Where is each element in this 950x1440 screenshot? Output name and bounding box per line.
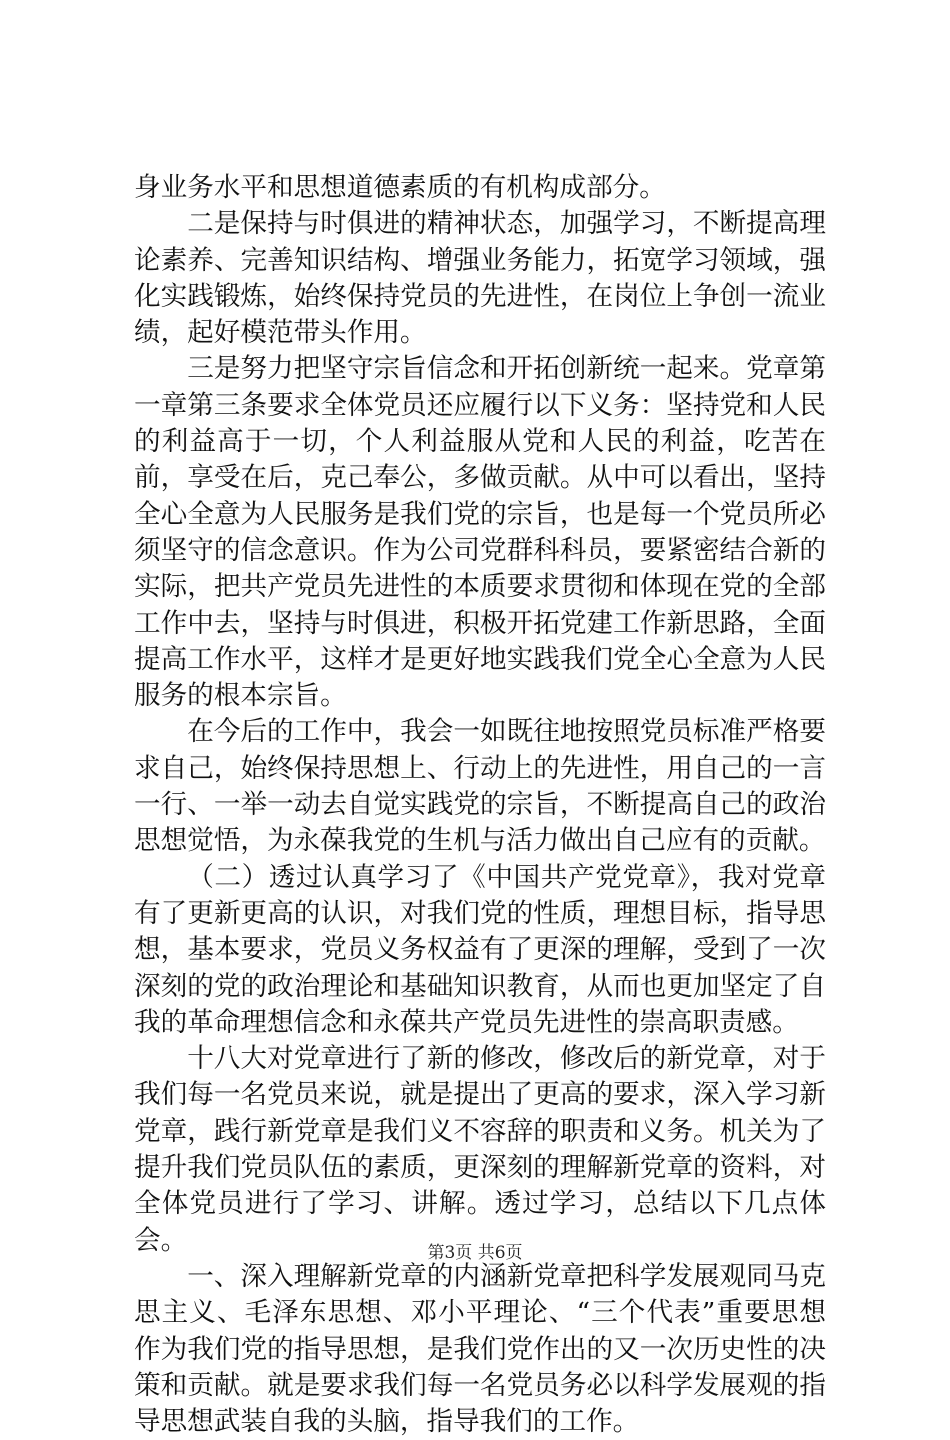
paragraph-continuation: 身业务水平和思想道德素质的有机构成部分。 (134, 172, 666, 203)
page-footer: 第3页 共6页 (427, 1243, 523, 1263)
paragraph-eighteenth-congress: 十八大对党章进行了新的修改，修改后的新党章，对于我们每一名党员来说，就是提出了更高的要求，深入学习新党章，践行新党章是我们义不容辞的职责和义务。机关为了提升我们党员队伍的素质，更深刻的理解新党章的资料，对全体党员进行了学习、讲解。透过学习，总结以下几点体会。 (134, 1043, 826, 1256)
paragraph-section-two: （二）透过认真学习了《中国共产党党章》，我对党章有了更新更高的认识，对我们党的性质，理想目标，指导思想，基本要求，党员义务权益有了更深的理解，受到了一次深刻的党的政治理论和基础知识教育，从而也更加坚定了自我的革命理想信念和永葆共产党员先进性的崇高职责感。 (134, 861, 826, 1038)
paragraph-point-three: 三是努力把坚守宗旨信念和开拓创新统一起来。党章第一章第三条要求全体党员还应履行以下义务：坚持党和人民的利益高于一切，个人利益服从党和人民的利益，吃苦在前，享受在后，克己奉公，多做贡献。从中可以看出，坚持全心全意为人民服务是我们党的宗旨，也是每一个党员所必须坚守的信念意识。作为公司党群科科员，要紧密结合新的实际，把共产党员先进性的本质要求贯彻和体现在党的全部工作中去，坚持与时俱进，积极开拓党建工作新思路，全面提高工作水平，这样才是更好地实践我们党全心全意为人民服务的根本宗旨。 (134, 353, 826, 712)
paragraph-point-two: 二是保持与时俱进的精神状态，加强学习，不断提高理论素养、完善知识结构、增强业务能力，拓宽学习领域，强化实践锻炼，始终保持党员的先进性，在岗位上争创一流业绩，起好模范带头作用。 (134, 208, 826, 349)
paragraph-point-one-new-charter: 一、深入理解新党章的内涵新党章把科学发展观同马克思主义、毛泽东思想、邓小平理论、“三个代表”重要思想作为我们党的指导思想，是我们党作出的又一次历史性的决策和贡献。就是要求我们每一名党员务必以科学发展观的指导思想武装自我的头脑，指导我们的工作。 (134, 1260, 826, 1438)
paragraph-future-work: 在今后的工作中，我会一如既往地按照党员标准严格要求自己，始终保持思想上、行动上的先进性，用自己的一言一行、一举一动去自觉实践党的宗旨，不断提高自己的政治思想觉悟，为永葆我党的生机与活力做出自己应有的贡献。 (134, 716, 826, 857)
